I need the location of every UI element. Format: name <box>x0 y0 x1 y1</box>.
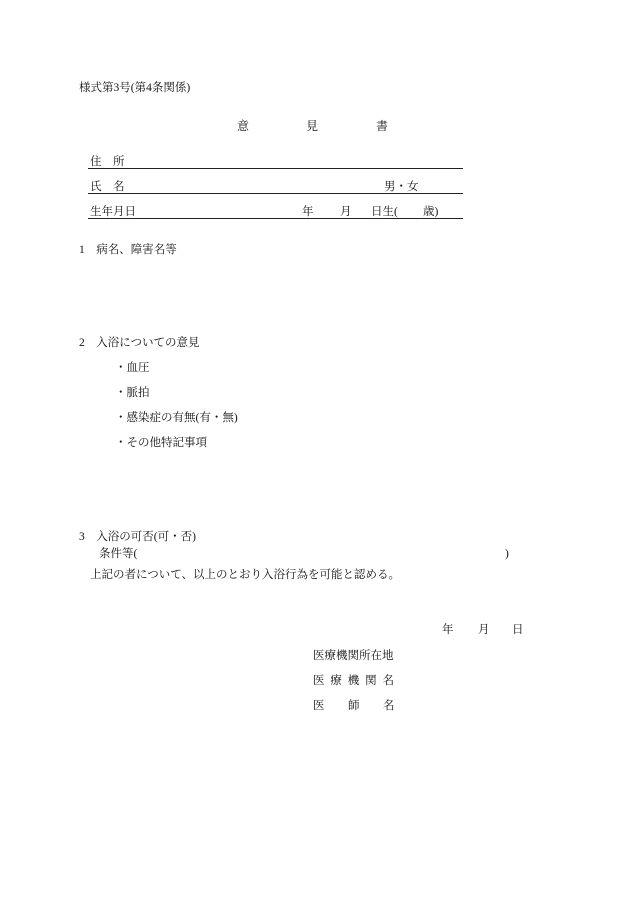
date-month-label: 月 <box>478 624 490 636</box>
birth-month-label: 月 <box>340 206 352 218</box>
title-char-1: 意 <box>237 119 250 133</box>
list-item-blood-pressure: ・血圧 <box>115 362 150 374</box>
doctor-label-char-3: 名 <box>383 700 395 712</box>
name-label: 氏 名 <box>90 181 125 193</box>
title-char-3: 書 <box>376 119 389 133</box>
section1-heading: 1 病名、障害名等 <box>79 244 177 256</box>
address-underline <box>88 168 463 169</box>
conditions-open: 条件等( <box>99 548 138 560</box>
date-year-label: 年 <box>442 624 454 636</box>
list-item-infection: ・感染症の有無(有・無) <box>115 412 238 424</box>
facility-address-label: 医療機関所在地 <box>313 650 394 662</box>
certification-statement: 上記の者について、以上のとおり入浴行為を可能と認める。 <box>90 569 401 581</box>
date-day-label: 日 <box>512 624 524 636</box>
birthdate-underline <box>88 218 463 219</box>
list-item-other-notes: ・その他特記事項 <box>115 437 207 449</box>
doctor-label-char-2: 師 <box>348 700 360 712</box>
birth-day-label: 日生( <box>371 206 398 218</box>
sex-options: 男・女 <box>384 181 419 193</box>
age-label: 歳) <box>423 206 439 218</box>
conditions-close: ) <box>505 548 509 560</box>
doctor-label-char-1: 医 <box>313 700 325 712</box>
section3-heading: 3 入浴の可否(可・否) <box>79 531 196 543</box>
address-label: 住 所 <box>90 156 125 168</box>
list-item-pulse: ・脈拍 <box>115 387 150 399</box>
facility-name-label: 医 療 機 関 名 <box>313 675 394 687</box>
section2-heading: 2 入浴についての意見 <box>79 337 200 349</box>
birth-year-label: 年 <box>302 206 314 218</box>
birthdate-label: 生年月日 <box>90 206 136 218</box>
form-number: 様式第3号(第4条関係) <box>79 82 191 94</box>
title-char-2: 見 <box>306 119 319 133</box>
name-underline <box>88 193 463 194</box>
